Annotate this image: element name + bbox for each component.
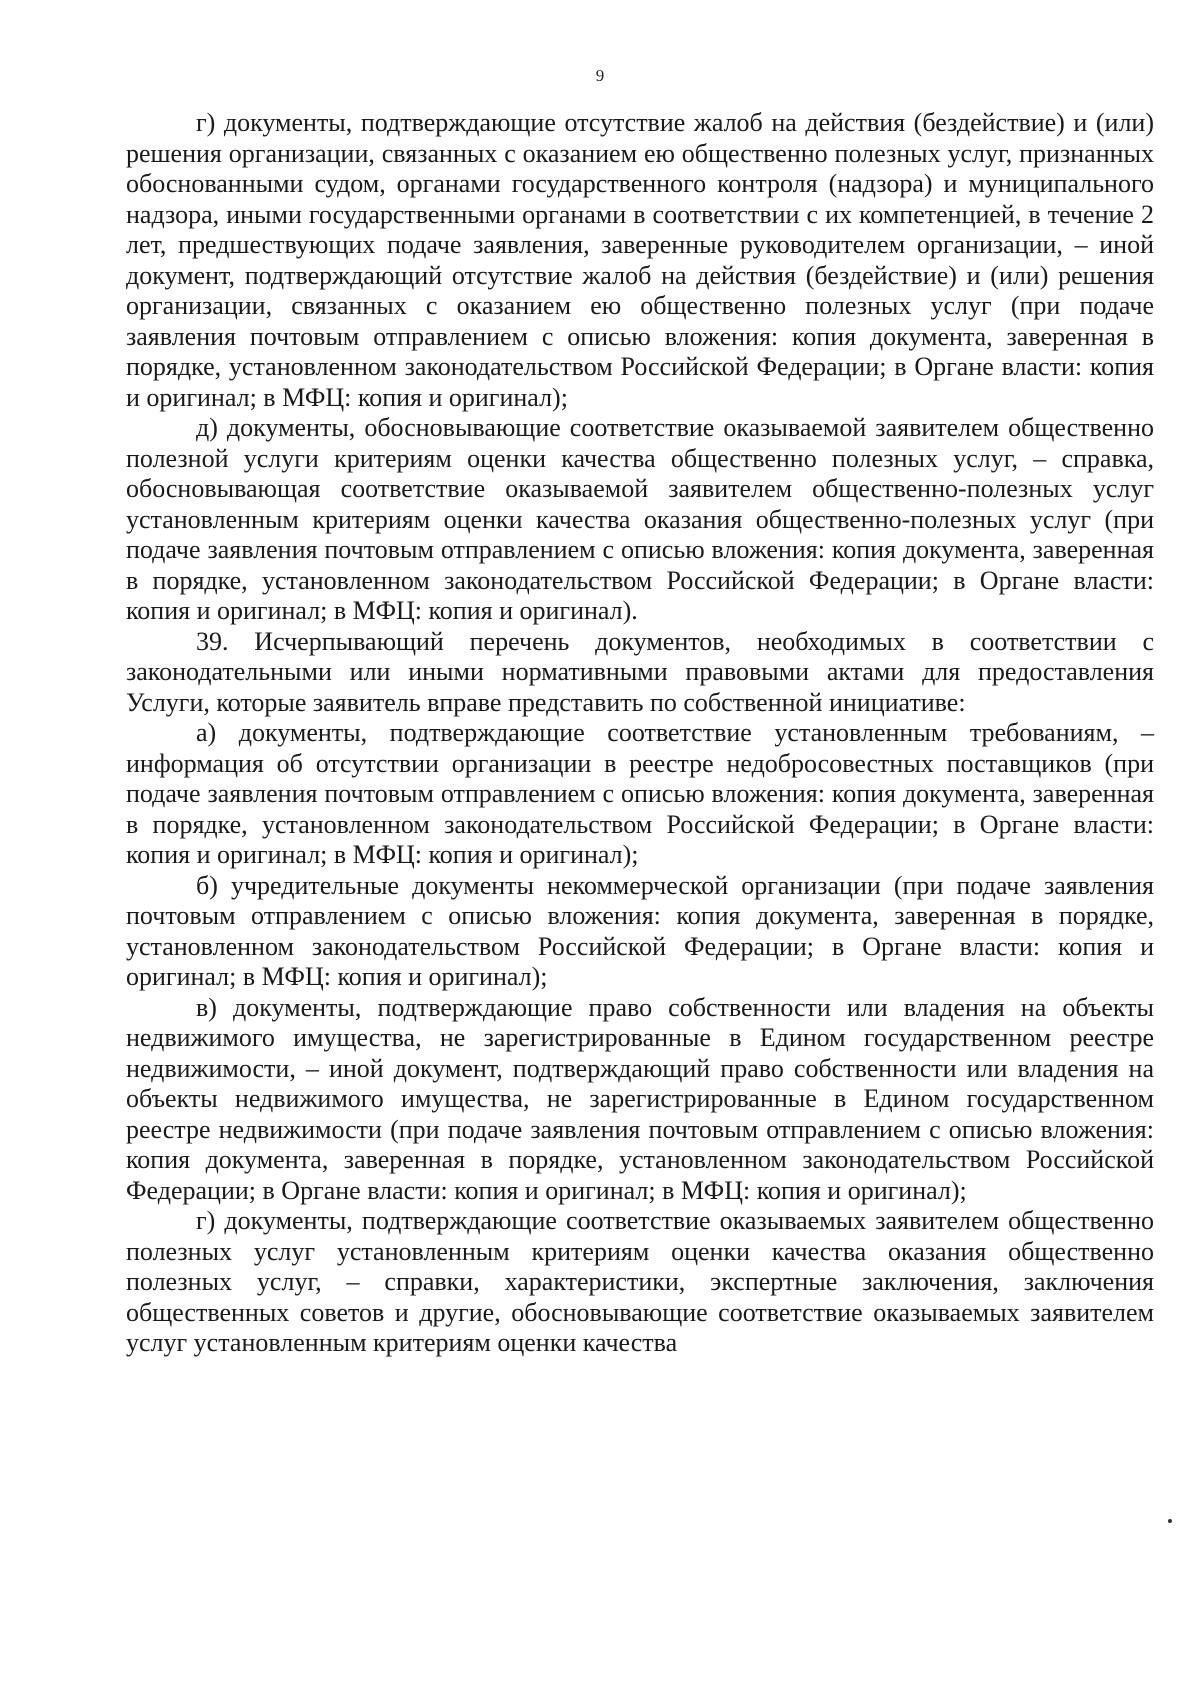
- paragraph-39-document-list: 39. Исчерпывающий перечень документов, необходимых в соответствии с законодательными или иными нормативными правовыми актами для предоставления Услуги, которые заявитель вправе представить по собственной инициативе:: [126, 626, 1154, 717]
- paragraph-b-constituent-documents: б) учредительные документы некоммерческой организации (при подаче заявления почтовым отправлением с описью вложения: копия документа, заверенная в порядке, установленном законодательством Российской Федерации; в Органе власти: копия и оригинал; в МФЦ: копия и оригинал);: [126, 870, 1154, 991]
- paragraph-g-complaints: г) документы, подтверждающие отсутствие жалоб на действия (бездействие) и (или) решения организации, связанных с оказанием ею общественно полезных услуг, признанных обоснованными судом, органами государственного контроля (надзора) и муниципального надзора, иными государственными органами в соответствии с их компетенцией, в течение 2 лет, предшествующих подаче заявления, заверенные руководителем организации, – иной документ, подтверждающий отсутствие жалоб на действия (бездействие) и (или) решения организации, связанных с оказанием ею общественно полезных услуг (при подаче заявления почтовым отправлением с описью вложения: копия документа, заверенная в порядке, установленном законодательством Российской Федерации; в Органе власти: копия и оригинал; в МФЦ: копия и оригинал);: [126, 108, 1154, 412]
- scan-speck: [1168, 1519, 1172, 1523]
- document-body: [126, 108, 1154, 1359]
- page-number: 9: [595, 66, 605, 85]
- paragraph-d-quality-criteria: д) документы, обосновывающие соответствие оказываемой заявителем общественно полезной услуги критериям оценки качества общественно полезных услуг, – справка, обосновывающая соответствие оказываемой заявителем общественно-полезных услуг установленным критериям оценки качества оказания общественно-полезных услуг (при подаче заявления почтовым отправлением с описью вложения: копия документа, заверенная в порядке, установленном законодательством Российской Федерации; в Органе власти: копия и оригинал; в МФЦ: копия и оригинал).: [126, 413, 1154, 625]
- paragraph-v-property-rights: в) документы, подтверждающие право собственности или владения на объекты недвижимого имущества, не зарегистрированные в Едином государственном реестре недвижимости, – иной документ, подтверждающий право собственности или владения на объекты недвижимого имущества, не зарегистрированные в Едином государственном реестре недвижимости (при подаче заявления почтовым отправлением с описью вложения: копия документа, заверенная в порядке, установленном законодательством Российской Федерации; в Органе власти: копия и оригинал; в МФЦ: копия и оригинал);: [126, 992, 1154, 1205]
- paragraph-g-service-quality: г) документы, подтверждающие соответствие оказываемых заявителем общественно полезных услуг установленным критериям оценки качества оказания общественно полезных услуг, – справки, характеристики, экспертные заключения, заключения общественных советов и другие, обосновывающие соответствие оказываемых заявителем услуг установленным критериям оценки качества: [126, 1206, 1154, 1357]
- paragraph-a-requirements: а) документы, подтверждающие соответствие установленным требованиям, – информация об отсутствии организации в реестре недобросовестных поставщиков (при подаче заявления почтовым отправлением с описью вложения: копия документа, заверенная в порядке, установленном законодательством Российской Федерации; в Органе власти: копия и оригинал; в МФЦ: копия и оригинал);: [126, 718, 1154, 869]
